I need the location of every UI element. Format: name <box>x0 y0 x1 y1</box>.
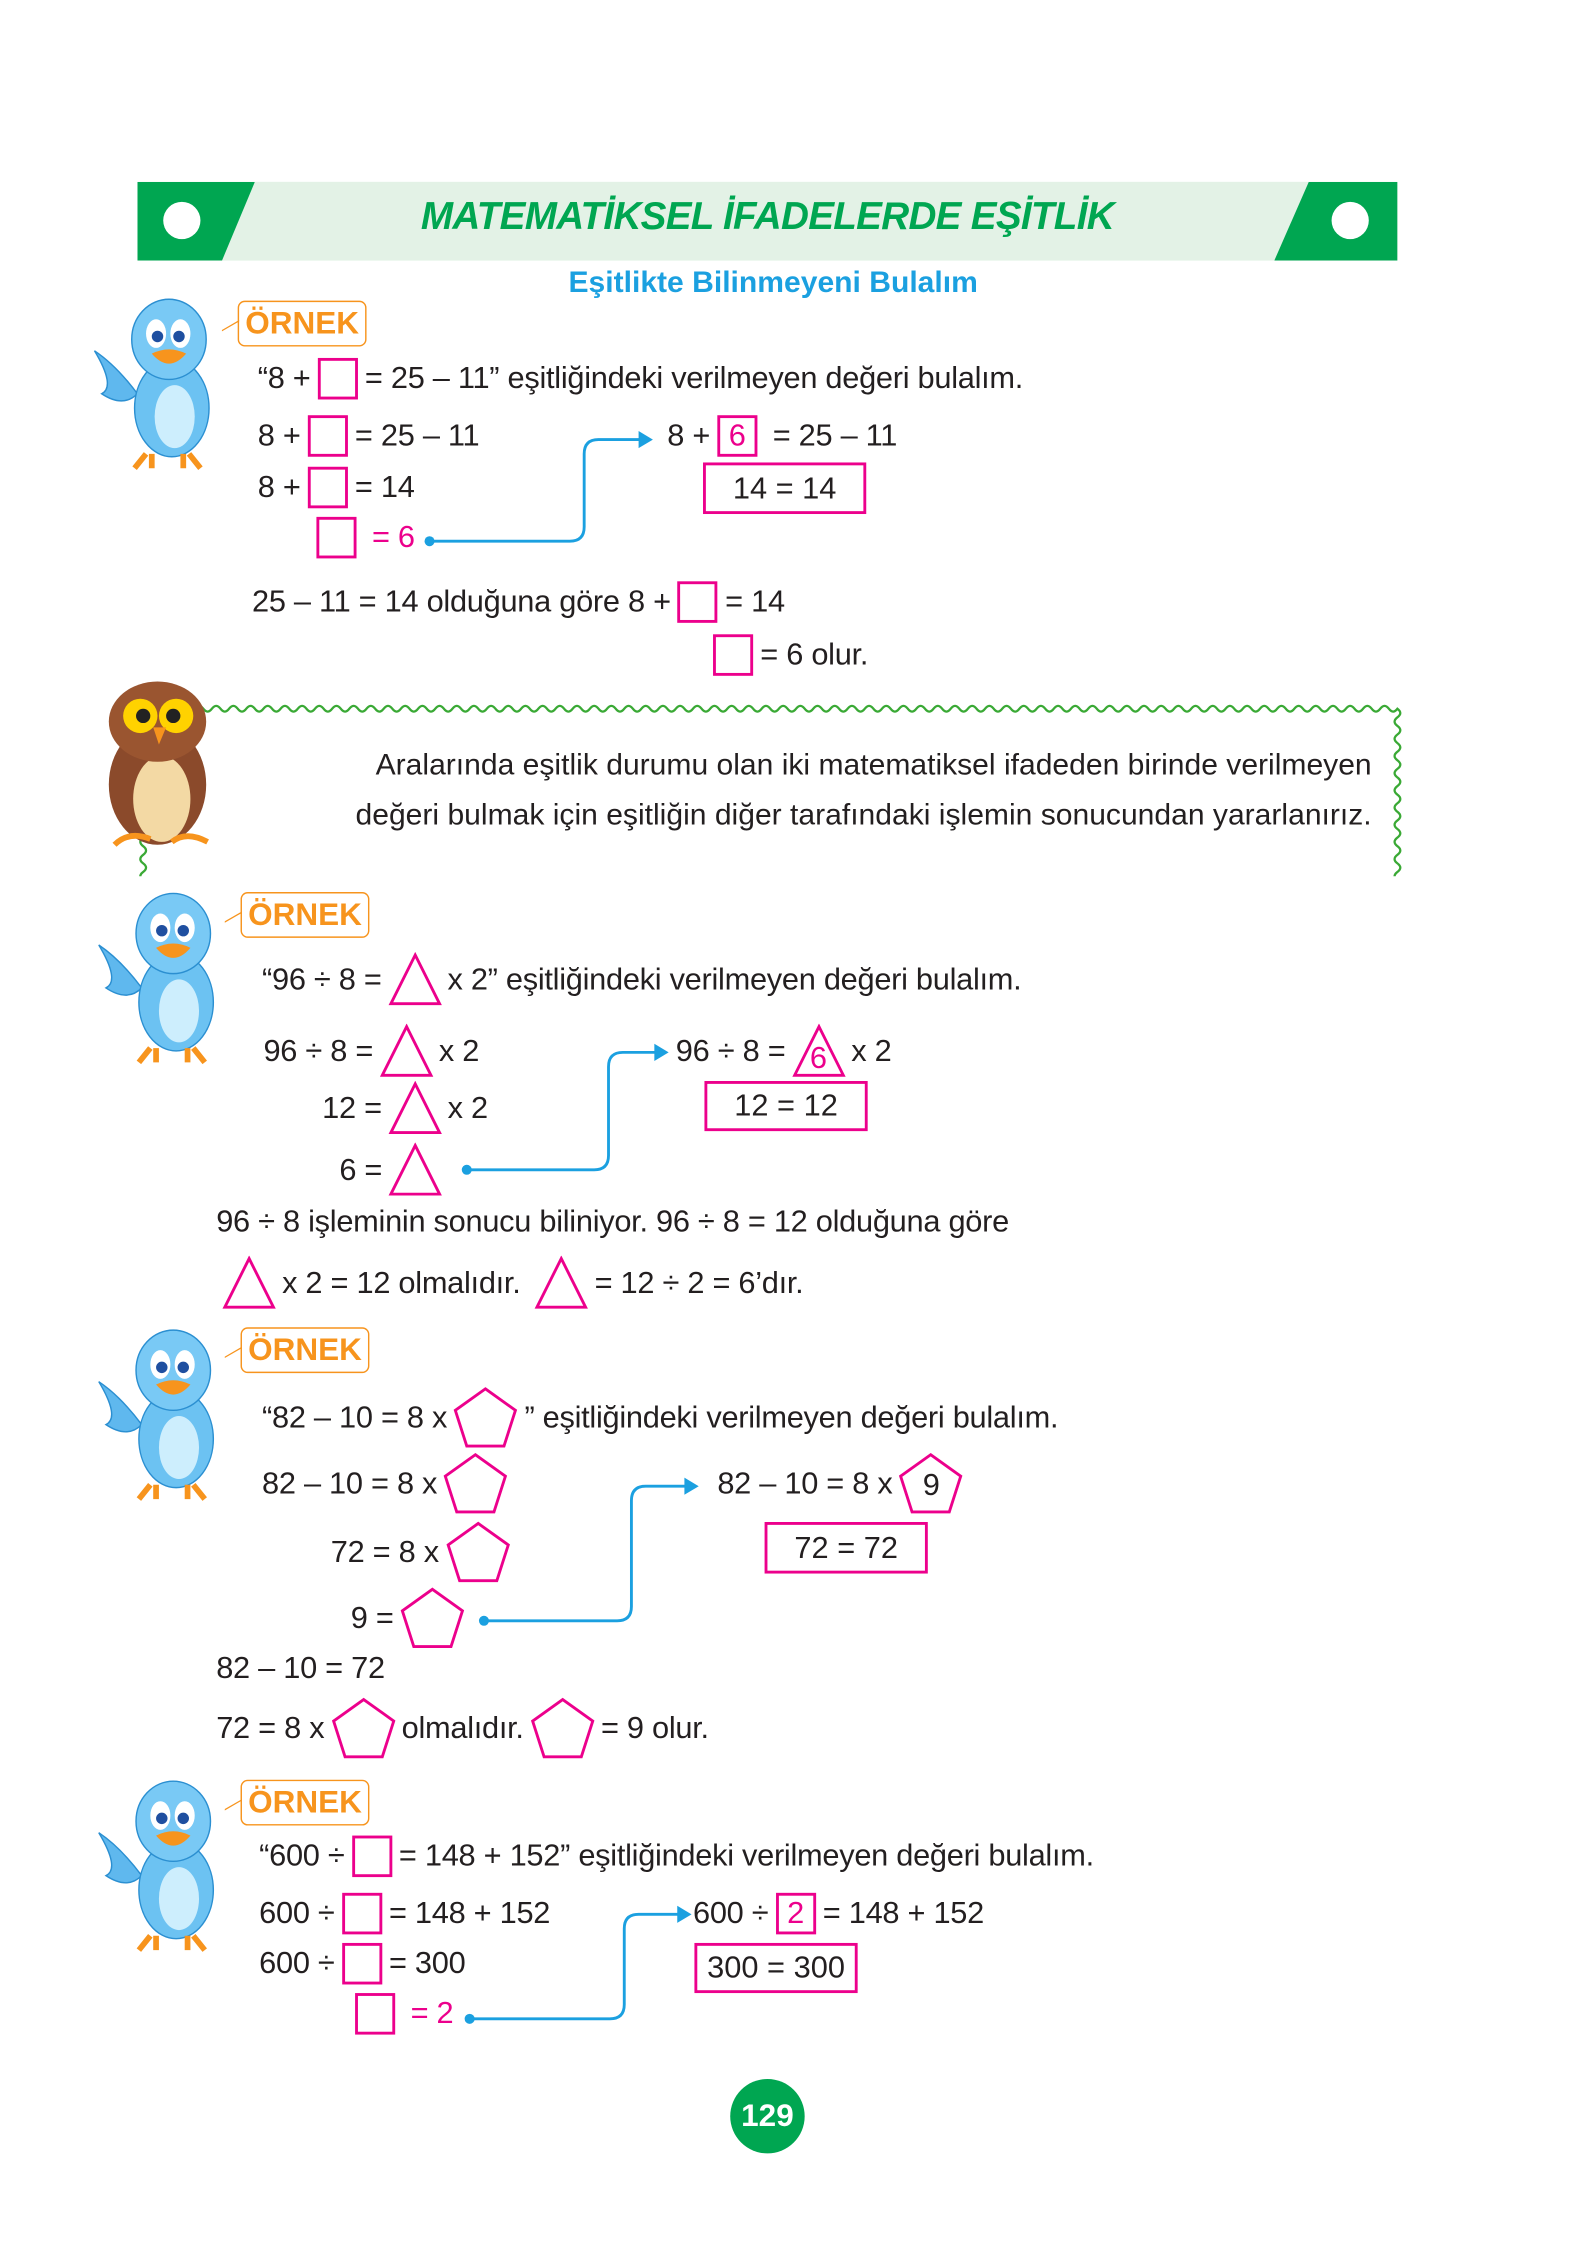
explanation <box>216 1254 803 1311</box>
square-placeholder-icon <box>342 1942 382 1984</box>
equation-text: = 25 – 11 <box>354 418 480 453</box>
example-prompt <box>262 951 1021 1008</box>
square-placeholder-icon <box>308 415 348 457</box>
equation-text: x 2 = 12 olmalıdır. <box>282 1265 529 1301</box>
equation-text: x 2 <box>851 1033 892 1069</box>
equation-text: 82 – 10 = 8 x <box>262 1466 438 1501</box>
page-number: 129 <box>730 2079 804 2153</box>
shape-value: 6 <box>728 417 746 452</box>
example-prompt <box>259 1827 1094 1884</box>
triangle-placeholder-icon <box>791 1024 845 1078</box>
equation-text: 9 = <box>350 1600 394 1636</box>
solution-step <box>262 1455 514 1512</box>
example-prompt <box>262 1389 1058 1446</box>
equation-text: “600 ÷ <box>259 1838 345 1873</box>
equation-text: 8 + <box>257 418 301 453</box>
square-placeholder-icon <box>342 1892 382 1934</box>
equation-text: = 148 + 152” eşitliğindeki verilmeyen değeri bulalım. <box>398 1838 1094 1873</box>
equation-text: “96 ÷ 8 = <box>262 962 382 997</box>
square-placeholder-icon <box>776 1892 816 1934</box>
equation-text: x 2” eşitliğindeki verilmeyen değeri bulalım. <box>447 962 1022 997</box>
shape-value: 6 <box>809 1040 827 1076</box>
result-box: 300 = 300 <box>694 1943 857 1993</box>
equation-text: ” eşitliğindeki verilmeyen değeri bulalım. <box>524 1400 1059 1435</box>
equation-text: 25 – 11 = 14 olduğuna göre 8 + <box>251 584 671 619</box>
equation-text: 96 ÷ 8 işleminin sonucu biliniyor. 96 ÷ 8 = 12 olduğuna göre <box>216 1204 1009 1239</box>
square-placeholder-icon <box>316 516 356 558</box>
equation-text: “82 – 10 = 8 x <box>262 1400 448 1435</box>
equation-text: 600 ÷ <box>692 1895 769 1931</box>
equation-text: 8 + <box>257 469 301 504</box>
square-placeholder-icon <box>678 581 718 623</box>
shape-value: 9 <box>922 1467 940 1502</box>
triangle-placeholder-icon <box>379 1024 433 1078</box>
example-badge: ÖRNEK <box>241 892 370 938</box>
pentagon-placeholder-icon <box>453 1386 519 1449</box>
equation-text: = 25 – 11 <box>764 418 898 453</box>
equation-text: = 300 <box>388 1945 466 1981</box>
equation-text: olmalıdır. <box>401 1711 524 1746</box>
square-placeholder-icon <box>318 357 358 399</box>
equation-text: 96 ÷ 8 = <box>675 1033 786 1069</box>
pentagon-placeholder-icon <box>445 1521 511 1584</box>
equation-text: = 148 + 152 <box>388 1895 551 1931</box>
example-badge: ÖRNEK <box>241 1327 370 1373</box>
answer-text: = 2 <box>402 1995 454 2031</box>
solution-step <box>322 1080 488 1137</box>
solution-answer <box>309 508 414 565</box>
solution-answer <box>339 1141 448 1198</box>
pentagon-placeholder-icon <box>529 1697 595 1760</box>
equation-text: = 14 <box>354 469 415 504</box>
explanation <box>216 1700 709 1757</box>
info-text-line: Aralarında eşitlik durumu olan iki matematiksel ifadeden birinde verilmeyen <box>375 748 1372 782</box>
pentagon-placeholder-icon <box>399 1586 465 1649</box>
square-placeholder-icon <box>355 1992 395 2034</box>
explanation <box>252 573 785 630</box>
equation-text: 96 ÷ 8 = <box>263 1033 374 1069</box>
check-equation <box>693 1884 984 1941</box>
equation-text: = 148 + 152 <box>822 1895 984 1931</box>
equation-text: x 2 <box>438 1033 480 1069</box>
equation-text: 72 = 8 x <box>330 1534 439 1570</box>
triangle-placeholder-icon <box>534 1256 588 1310</box>
equation-text: 82 – 10 = 72 <box>216 1650 385 1686</box>
check-equation <box>667 407 897 464</box>
arrow-connector <box>467 1052 663 1169</box>
equation-text: = 6 olur. <box>760 637 869 672</box>
solution-step <box>331 1523 516 1580</box>
equation-text: 8 + <box>667 418 711 453</box>
check-equation <box>717 1455 969 1512</box>
equation-text: “8 + <box>257 360 311 396</box>
equation-text: = 9 olur. <box>600 1711 709 1746</box>
equation-text: 600 ÷ <box>259 1895 335 1931</box>
equation-text: 6 = <box>339 1152 383 1187</box>
owl-mascot-icon <box>93 673 222 852</box>
solution-step <box>259 1884 550 1941</box>
triangle-placeholder-icon <box>388 1143 442 1197</box>
square-placeholder-icon <box>352 1835 392 1877</box>
pentagon-placeholder-icon <box>330 1697 396 1760</box>
example-badge: ÖRNEK <box>241 1780 370 1826</box>
equation-text: = 14 <box>725 584 785 619</box>
equation-text: = 25 – 11” eşitliğindeki verilmeyen değeri bulalım. <box>364 360 1024 396</box>
square-placeholder-icon <box>713 634 753 676</box>
equation-text: 12 = <box>322 1091 382 1126</box>
pentagon-placeholder-icon <box>443 1452 509 1515</box>
info-text-line: değeri bulmak için eşitliğin diğer tarafındaki işlemin sonucundan yararlanırız. <box>355 798 1372 832</box>
triangle-placeholder-icon <box>222 1256 276 1310</box>
triangle-placeholder-icon <box>388 1081 442 1135</box>
shape-value: 2 <box>787 1894 805 1930</box>
equation-text: 600 ÷ <box>259 1945 335 1981</box>
solution-step <box>258 407 480 464</box>
solution-step <box>259 1934 465 1991</box>
square-placeholder-icon <box>308 466 348 508</box>
explanation <box>216 1193 1009 1250</box>
triangle-placeholder-icon <box>387 952 441 1006</box>
result-box: 14 = 14 <box>703 462 866 514</box>
equation-text: 82 – 10 = 8 x <box>717 1466 893 1501</box>
solution-answer <box>348 1984 453 2041</box>
solution-step <box>258 458 415 515</box>
result-box: 12 = 12 <box>704 1081 867 1131</box>
page-title: MATEMATİKSEL İFADELERDE EŞİTLİK <box>420 194 1114 238</box>
equation-text: x 2 <box>447 1091 488 1126</box>
answer-text: = 6 <box>363 519 415 555</box>
explanation <box>706 626 868 683</box>
explanation <box>216 1639 385 1696</box>
square-placeholder-icon <box>717 415 757 457</box>
pentagon-placeholder-icon <box>898 1452 964 1515</box>
equation-text: = 12 ÷ 2 = 6’dır. <box>594 1265 804 1301</box>
equation-text: 72 = 8 x <box>216 1711 325 1746</box>
solution-step <box>263 1022 479 1079</box>
result-box: 72 = 72 <box>765 1522 928 1574</box>
solution-answer <box>351 1589 471 1646</box>
example-badge: ÖRNEK <box>238 301 367 347</box>
example-prompt <box>258 349 1023 406</box>
section-subtitle: Eşitlikte Bilinmeyeni Bulalım <box>568 266 978 300</box>
check-equation <box>676 1022 892 1079</box>
